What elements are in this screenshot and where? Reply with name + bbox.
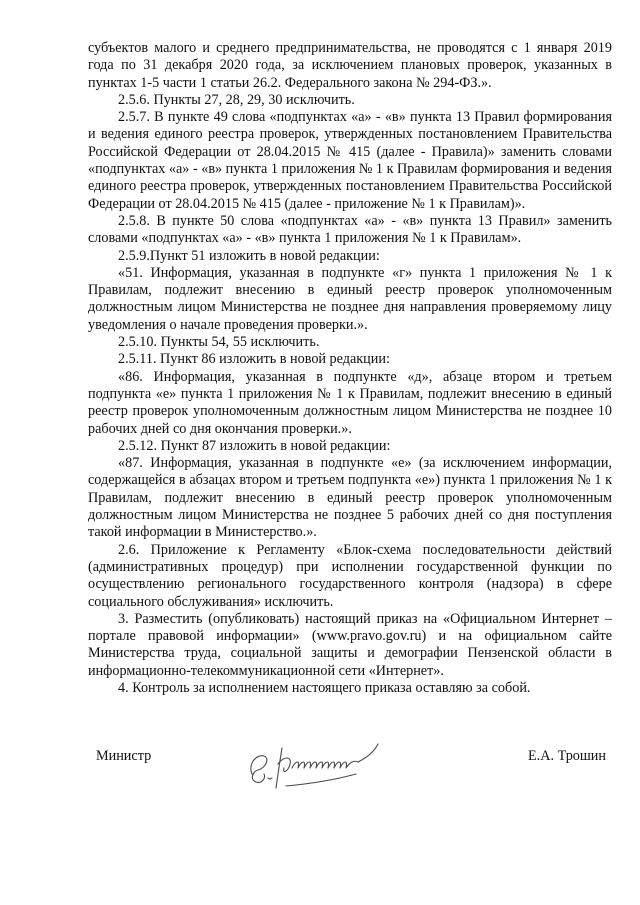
paragraph: 2.5.11. Пункт 86 изложить в новой редакции: bbox=[118, 351, 390, 368]
paragraph: 2.5.8. В пункте 50 слова «подпунктах «а» - «в» пункта 13 Правил» заменить словами «подпунктах «а» - «в» пункта 1 приложения № 1 к Правилам». bbox=[88, 212, 612, 247]
paragraph: «86. Информация, указанная в подпункте «д», абзаце втором и третьем подпункта «е» пункта 1 приложения № 1 к Правилам, подлежит внесению в единый реестр проверок уполномоченным должностным лицом Министерства не позднее 10 рабочих дней со дня окончания проверки.». bbox=[88, 368, 612, 437]
paragraph: 2.5.10. Пункты 54, 55 исключить. bbox=[118, 334, 320, 351]
paragraph: «87. Информация, указанная в подпункте «е» (за исключением информации, содержащейся в абзацах втором и третьем подпункта «е») пункта 1 приложения № 1 к Правилам, подлежит внесению в единый реестр проверок уполномоченным должностным лицом Министерства не позднее 5 рабочих дней со дня поступления такой информации в Министерство.». bbox=[88, 455, 612, 541]
paragraph: субъектов малого и среднего предпринимательства, не проводятся с 1 января 2019 года по 31 декабря 2020 года, за исключением плановых проверок, указанных в пунктах 1-5 части 1 статьи 26.2. Федерального закона № 294-ФЗ.». bbox=[88, 40, 612, 91]
signature-block bbox=[88, 748, 606, 808]
paragraph: 2.5.9.Пункт 51 изложить в новой редакции: bbox=[118, 247, 380, 264]
document-body bbox=[88, 40, 612, 697]
handwritten-signature bbox=[238, 734, 388, 798]
paragraph: 2.5.6. Пункты 27, 28, 29, 30 исключить. bbox=[118, 91, 355, 108]
signatory-title: Министр bbox=[96, 748, 152, 764]
paragraph: 2.6. Приложение к Регламенту «Блок-схема последовательности действий (административных процедур) при исполнении государственной функции по осуществлению регионального государственного контроля (надзора) в сфере социального обслуживания» исключить. bbox=[88, 541, 612, 610]
signatory-name: Е.А. Трошин bbox=[528, 748, 606, 764]
paragraph: 2.5.7. В пункте 49 слова «подпунктах «а» - «в» пункта 13 Правил формирования и ведения единого реестра проверок, утвержденных постановлением Правительства Российской Федерации от 28.04.2015 № 415 (далее - Правила)» заменить словами «подпунктах «а» - «в» пункта 1 приложения № 1 к Правилам формирования и ведения единого реестра проверок, утвержденных постановлением Правительства Российской Федерации от 28.04.2015 № 415 (далее - приложение № 1 к Правилам)». bbox=[88, 109, 612, 212]
paragraph: 2.5.12. Пункт 87 изложить в новой редакции: bbox=[118, 437, 391, 454]
paragraph: 3. Разместить (опубликовать) настоящий приказ на «Официальном Интернет – портале правовой информации» (www.pravo.gov.ru) и на официальном сайте Министерства труда, социальной защиты и демографии Пензенской области в информационно-телекоммуникационной сети «Интернет». bbox=[88, 610, 612, 679]
paragraph: 4. Контроль за исполнением настоящего приказа оставляю за собой. bbox=[118, 679, 531, 696]
paragraph: «51. Информация, указанная в подпункте «г» пункта 1 приложения № 1 к Правилам, подлежит внесению в единый реестр проверок уполномоченным должностным лицом Министерства не позднее дня направления проверяемому лицу уведомления о начале проведения проверки.». bbox=[88, 264, 612, 333]
